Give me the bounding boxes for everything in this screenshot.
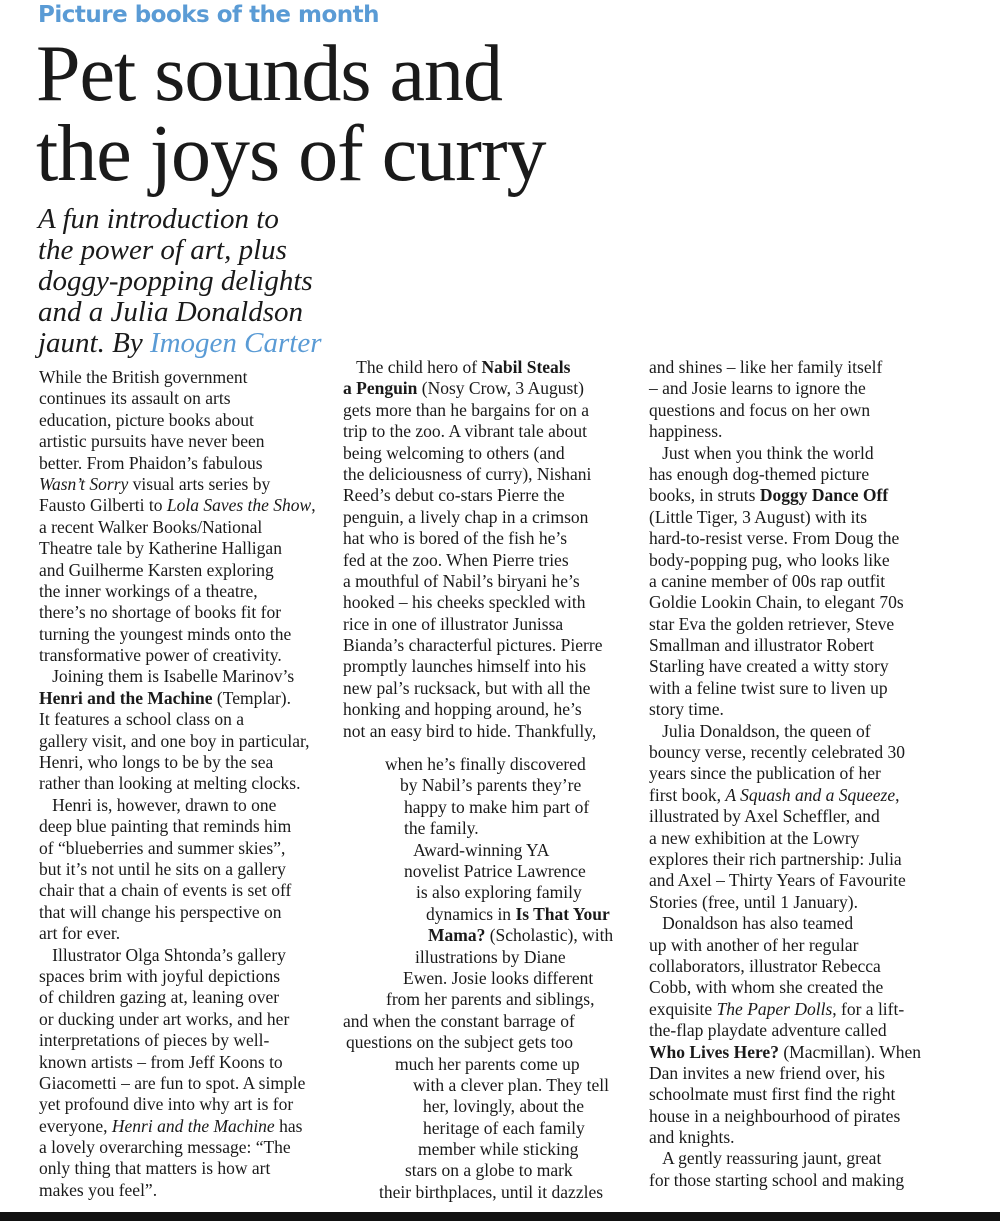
text-line: and Axel – Thirty Years of Favourite: [649, 870, 906, 891]
text-line: years since the publication of her: [649, 763, 881, 784]
text-line: Illustrator Olga Shtonda’s gallery: [39, 944, 286, 965]
text-line: rather than looking at melting clocks.: [39, 773, 301, 794]
text-line: Award-winning YA: [400, 839, 550, 860]
text-line: of children gazing at, leaning over: [39, 987, 280, 1008]
article-column-2: [343, 357, 613, 1203]
text-line: from her parents and siblings,: [386, 989, 595, 1010]
text-line: member while sticking: [418, 1139, 579, 1160]
text-line: fed at the zoo. When Pierre tries: [343, 549, 569, 570]
text-line: Bianda’s characterful pictures. Pierre: [343, 635, 603, 656]
standfirst-line: doggy-popping delights: [38, 265, 313, 297]
text-line: and shines – like her family itself: [649, 357, 883, 377]
text-line: Julia Donaldson, the queen of: [649, 720, 871, 741]
text-line: It features a school class on a: [39, 709, 245, 730]
text-line: new pal’s rucksack, but with all the: [343, 677, 591, 698]
text-line: their birthplaces, until it dazzles: [379, 1181, 604, 1202]
text-line: the deliciousness of curry), Nishani: [343, 463, 592, 484]
text-line: books, in struts Doggy Dance Off: [649, 485, 889, 506]
text-line: happy to make him part of: [404, 796, 590, 817]
standfirst-line: the power of art, plus: [38, 234, 287, 266]
text-line: spaces brim with joyful depictions: [39, 965, 281, 986]
text-line: that will change his perspective on: [39, 901, 282, 922]
standfirst-line: and a Julia Donaldson: [38, 296, 304, 328]
text-line: The child hero of Nabil Steals: [343, 357, 571, 377]
text-line: Cobb, with whom she created the: [649, 977, 884, 998]
standfirst: [38, 204, 322, 359]
text-line: with a feline twist sure to liven up: [649, 677, 888, 698]
text-line: but it’s not until he sits on a gallery: [39, 858, 286, 879]
text-line: explores their rich partnership: Julia: [649, 848, 902, 869]
text-line: her, lovingly, about the: [423, 1096, 584, 1117]
text-line: Ewen. Josie looks different: [403, 967, 594, 988]
text-line: a canine member of 00s rap outfit: [649, 570, 886, 591]
text-line: illustrations by Diane: [415, 946, 566, 967]
text-line: chair that a chain of events is set off: [39, 880, 292, 901]
text-line: artistic pursuits have never been: [39, 431, 265, 452]
article-column-3: [649, 357, 921, 1191]
text-line: hard-to-resist verse. From Doug the: [649, 528, 900, 549]
text-line: Donaldson has also teamed: [649, 913, 854, 934]
bottom-rule: [0, 1212, 1000, 1221]
section-kicker: Picture books of the month: [38, 2, 380, 28]
text-line: and when the constant barrage of: [343, 1010, 575, 1031]
text-line: star Eva the golden retriever, Steve: [649, 613, 895, 634]
text-line: hooked – his cheeks speckled with: [343, 592, 586, 613]
text-line: Theatre tale by Katherine Halligan: [39, 538, 282, 559]
text-line: hat who is bored of the fish he’s: [343, 528, 568, 549]
text-line: gallery visit, and one boy in particular,: [39, 730, 310, 751]
text-line: and Guilherme Karsten exploring: [39, 559, 274, 580]
text-line: bouncy verse, recently celebrated 30: [649, 742, 906, 763]
text-line: penguin, a lively chap in a crimson: [343, 506, 589, 527]
text-line: novelist Patrice Lawrence: [404, 860, 586, 881]
headline-line: Pet sounds and: [36, 30, 502, 118]
text-line: a mouthful of Nabil’s biryani he’s: [343, 570, 580, 591]
standfirst-byline: [38, 328, 322, 359]
byline-prefix: jaunt. By: [38, 327, 150, 359]
text-line: Mama? (Scholastic), with: [428, 925, 614, 946]
text-line: turning the youngest minds onto the: [39, 623, 292, 644]
text-line: house in a neighbourhood of pirates: [649, 1105, 901, 1126]
text-line: much her parents come up: [395, 1053, 580, 1074]
text-line: a recent Walker Books/National: [39, 516, 263, 537]
text-line: everyone, Henri and the Machine has: [39, 1115, 303, 1136]
text-line: the inner workings of a theatre,: [39, 580, 258, 601]
text-line: body-popping pug, who looks like: [649, 549, 890, 570]
text-line: Wasn’t Sorry visual arts series by: [39, 473, 271, 494]
standfirst-line: A fun introduction to: [38, 203, 279, 235]
text-line: gets more than he bargains for on a: [343, 399, 590, 420]
text-line: Stories (free, until 1 January).: [649, 891, 858, 912]
text-line: up with another of her regular: [649, 934, 859, 955]
text-line: a Penguin (Nosy Crow, 3 August): [343, 378, 584, 399]
text-line: the family.: [404, 818, 479, 839]
text-line: Dan invites a new friend over, his: [649, 1062, 885, 1083]
text-line: is also exploring family: [416, 882, 582, 903]
text-line: Reed’s debut co-stars Pierre the: [343, 485, 565, 506]
text-line: interpretations of pieces by well-: [39, 1030, 270, 1051]
text-line: Goldie Lookin Chain, to elegant 70s: [649, 592, 904, 613]
text-line: education, picture books about: [39, 409, 254, 430]
text-line: (Little Tiger, 3 August) with its: [649, 506, 868, 527]
text-line: art for ever.: [39, 923, 121, 944]
text-line: of “blueberries and summer skies”,: [39, 837, 286, 858]
text-line: not an easy bird to hide. Thankfully,: [343, 720, 597, 741]
text-line: Giacometti – are fun to spot. A simple: [39, 1072, 306, 1093]
text-line: better. From Phaidon’s fabulous: [39, 452, 263, 473]
text-line: Henri and the Machine (Templar).: [39, 687, 292, 708]
text-line: Just when you think the world: [649, 442, 874, 463]
text-line: story time.: [649, 699, 724, 720]
text-line: with a clever plan. They tell: [413, 1074, 609, 1095]
text-line: illustrated by Axel Scheffler, and: [649, 806, 880, 827]
text-line: the-flap playdate adventure called: [649, 1020, 887, 1041]
text-line: – and Josie learns to ignore the: [649, 378, 866, 399]
text-line: makes you feel”.: [39, 1179, 158, 1200]
text-line: promptly launches himself into his: [343, 656, 587, 677]
article-column-1: [39, 367, 316, 1201]
text-line: a new exhibition at the Lowry: [649, 827, 860, 848]
text-line: Henri is, however, drawn to one: [39, 794, 277, 815]
text-line: Who Lives Here? (Macmillan). When: [649, 1041, 922, 1062]
text-line: only thing that matters is how art: [39, 1158, 271, 1179]
text-line: a lovely overarching message: “The: [39, 1137, 291, 1158]
text-line: stars on a globe to mark: [405, 1160, 573, 1181]
text-line: schoolmate must first find the right: [649, 1084, 896, 1105]
text-line: Smallman and illustrator Robert: [649, 635, 875, 656]
text-line: questions and focus on her own: [649, 399, 871, 420]
text-line: by Nabil’s parents they’re: [400, 775, 582, 796]
text-line: questions on the subject gets too: [346, 1032, 573, 1053]
text-line: happiness.: [649, 421, 723, 442]
text-line: Fausto Gilberti to Lola Saves the Show,: [39, 495, 316, 516]
text-line: there’s no shortage of books fit for: [39, 602, 282, 623]
text-line: known artists – from Jeff Koons to: [39, 1051, 283, 1072]
text-line: being welcoming to others (and: [343, 442, 565, 463]
text-line: honking and hopping around, he’s: [343, 699, 582, 720]
text-line: While the British government: [39, 367, 248, 387]
text-line: deep blue painting that reminds him: [39, 816, 292, 837]
text-line: Starling have created a witty story: [649, 656, 889, 677]
text-line: collaborators, illustrator Rebecca: [649, 955, 881, 976]
text-line: rice in one of illustrator Junissa: [343, 613, 564, 634]
text-line: A gently reassuring jaunt, great: [649, 1148, 882, 1169]
text-line: heritage of each family: [423, 1117, 585, 1138]
text-line: when he’s finally discovered: [385, 754, 586, 775]
text-line: trip to the zoo. A vibrant tale about: [343, 421, 587, 442]
text-line: transformative power of creativity.: [39, 645, 282, 666]
text-line: and knights.: [649, 1127, 735, 1148]
text-line: continues its assault on arts: [39, 388, 231, 409]
text-line: or ducking under art works, and her: [39, 1008, 290, 1029]
text-line: exquisite The Paper Dolls, for a lift-: [649, 998, 905, 1019]
text-line: yet profound dive into why art is for: [39, 1094, 294, 1115]
headline: [36, 30, 546, 198]
text-line: dynamics in Is That Your: [426, 903, 610, 924]
headline-line: the joys of curry: [36, 110, 546, 198]
text-line: first book, A Squash and a Squeeze,: [649, 784, 900, 805]
text-line: Joining them is Isabelle Marinov’s: [39, 666, 295, 687]
author-name: Imogen Carter: [149, 327, 322, 359]
text-line: for those starting school and making: [649, 1169, 905, 1190]
text-line: Henri, who longs to be by the sea: [39, 752, 274, 773]
text-line: has enough dog-themed picture: [649, 463, 870, 484]
